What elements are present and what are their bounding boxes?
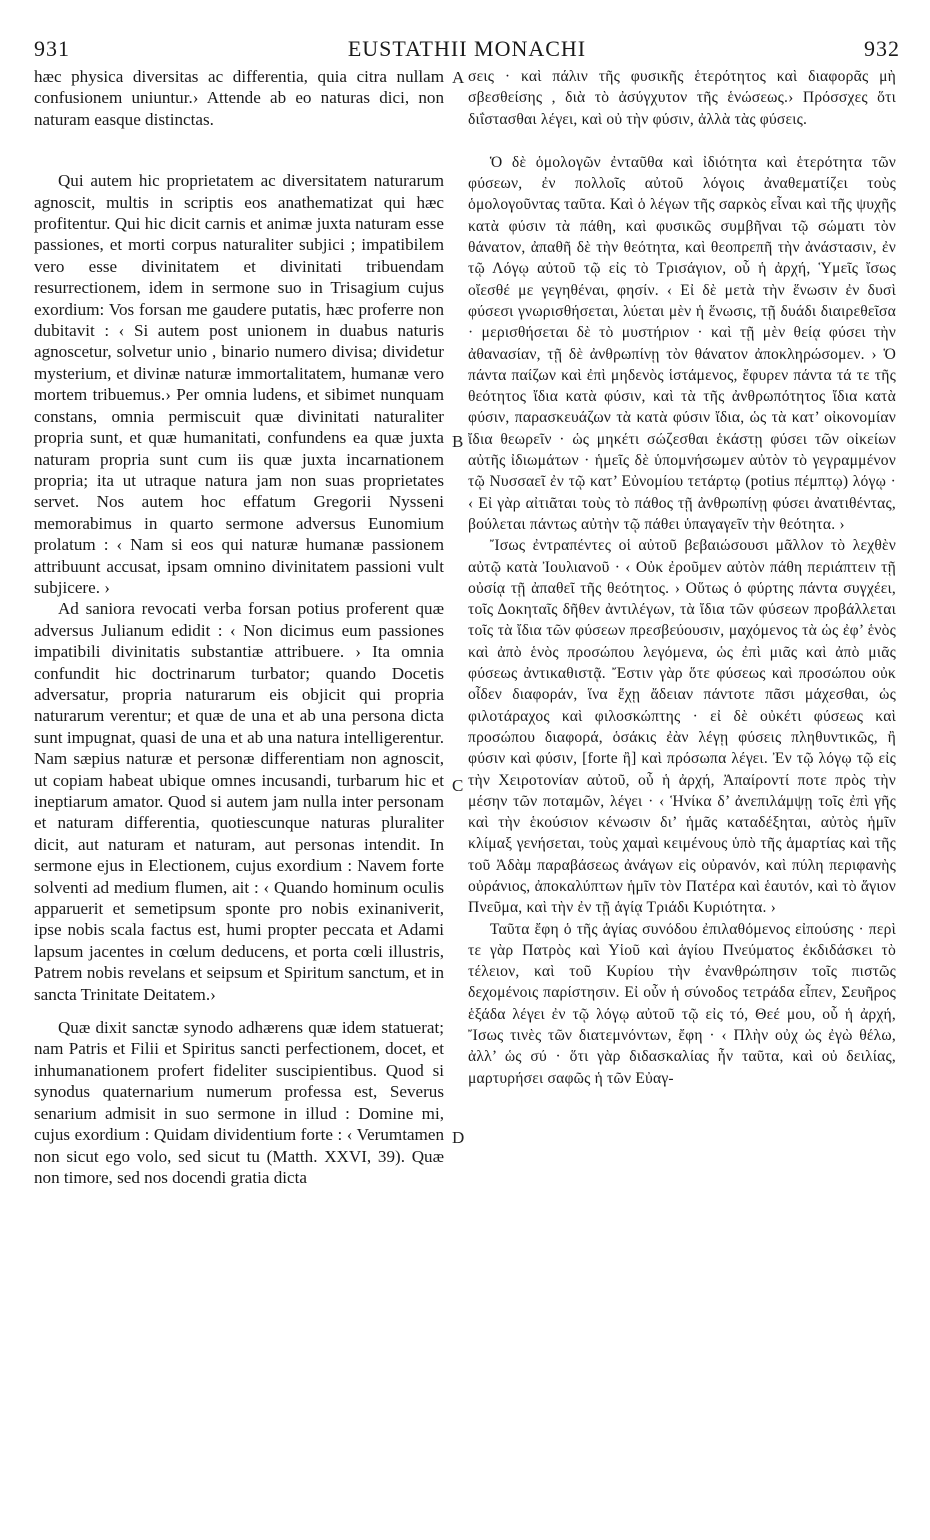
margin-marker-a: A	[452, 68, 465, 87]
section-break	[34, 1005, 444, 1017]
greek-paragraph: Ὁ δὲ ὁμολογῶν ἐνταῦθα καὶ ἰδιότητα καὶ ἑτερότητα τῶν φύσεων, ἐν πολλοῖς αὐτοῦ λόγοις ἀναθεματίζει τοὺς ὁμολογοῦντας ταῦτα. Καὶ ὁ λέγων τῆς σαρκὸς εἶναι καὶ τῆς ψυχῆς κατὰ φύσιν τὰ πάθη, καὶ φυσικῶς συμβῆναι τῷ σώματι τὸν θάνατον, ἀπαθῆ δὲ τὴν θεότητα, καὶ θεοπρεπῆ τὴν ἀνάστασιν, ἐν τῷ Λόγῳ αὐτοῦ τῷ εἰς τὸ Τρισάγιον, οὗ ἡ ἀρχή, Ὑμεῖς ἴσως οἴεσθέ με γεγηθέναι, φησίν. ‹ Εἰ δὲ μετὰ τὴν ἕνωσιν ἐν δυσὶ φύσεσι γνωρισθήσεται, λύεται μὲν ἡ ἕνωσις, τῇ δυάδι διαιρεθεῖσα · μερισθήσεται δὲ τὸ μυστήριον · καὶ τῇ μὲν θείᾳ φύσει τὴν ἀθανασίαν, τῇ δὲ ἀνθρωπίνῃ τὸν θάνατον ἀποκληρώσομεν. › Ὁ πάντα παίζων καὶ ἐπὶ μηδενὸς ἱστάμενος, ἔφυρεν πάντα τά τε τῆς θεότητος ἴδια κατὰ φύσιν, καὶ τὰ τῆς ἀνθρωπότητος ἴδια κατὰ φύσιν, παρασκευάζων τὰ κατὰ φύσιν ἴδια, ὡς τὰ κατ’ οἰκονομίαν ἴδια θεωρεῖν · ὡς μηκέτι σώζεσθαι ἑκάστῃ φύσει τῶν οἰκείων αὐτῆς ἰδιωμάτων · ἡμεῖς δὲ ὑπομνήσωμεν αὐτὸν τὸ γεγραμμένον τῷ Νυσσαεῖ ἐν τῷ κατ’ Εὐνομίου τετάρτῳ (potius πέμπτῳ) λόγῳ · ‹ Εἰ γὰρ αἰτιᾶται τοὺς τὸ πάθος τῇ ἀνθρωπίνῃ φύσει ἀνατιθέντας, βούλεται πάντως αὐτὴν τῷ πάθει ὑπαγαγεῖν τὴν θεότητα. ›	[468, 153, 896, 533]
greek-column	[468, 66, 896, 1089]
margin-marker-c: C	[452, 776, 464, 795]
section-break	[34, 130, 444, 170]
running-title: EUSTATHII MONACHI	[347, 36, 587, 61]
latin-column	[34, 66, 444, 1188]
greek-paragraph: σεις · καὶ πάλιν τῆς φυσικῆς ἑτερότητος καὶ διαφορᾶς μὴ σβεσθείσης , διὰ τὸ ἀσύγχυτον τῆς ἑνώσεως.› Πρόσσχες ὅτι διΐστασθαι λέγει, καὶ οὐ τὴν φύσιν, ἀλλὰ τὰς φύσεις.	[468, 68, 896, 128]
margin-marker-d: D	[452, 1128, 465, 1147]
latin-paragraph: Quæ dixit sanctæ synodo adhærens quæ idem statuerat; nam Patris et Filii et Spiritus sancti perfectionem, docet, et inhumanationem profert fideliter suscipientibus. Quod si synodus quaternarium numerum professa est, Severus senarium admisit in suo sermone in illud : Domine mi, cujus exordium : Quidam dividentium forte : ‹ Verumtamen non sicut ego volo, sed sicut tu (Matth. XXVI, 39). Quæ non timore, sed nos docendi gratia dicta	[34, 1018, 444, 1187]
section-break	[468, 130, 896, 152]
latin-paragraph: Qui autem hic proprietatem ac diversitatem naturarum agnoscit, multis in scriptis eos anathematizat qui hæc profitentur. Qui hic dicit carnis et animæ juxta naturam esse passiones, et morti corpus naturaliter subjici ; impatibilem vero esse divinitatem et divinitati tribuendam resurrectionem, idem in sermone suo in Trisagium cujus exordium: Vos forsan me gaudere putatis, hæc proferre non dubitavit : ‹ Si autem post unionem in duabus naturis agnoscetur, solvetur unio , binario numero divisa; dividetur mysterium, et divinæ naturæ immortalitatem, humanæ vero mortem tribuemus.› Per omnia ludens, et sibimet nunquam constans, omnia permiscuit quæ divinitati naturaliter propria sunt, et quæ humanitati, confundens ea quæ juxta naturam propria sunt cum iis quæ juxta incarnationem propria; ita ut utraque natura jam non suas proprietates servet. Nos autem hoc effatum Gregorii Nysseni memorabimus in quarto sermone adversus Eunomium prolatum : ‹ Nam si eos qui naturæ humanæ passionem attribuunt accusat, ipsam omnino divinitatem passioni vult subjicere. ›	[34, 171, 444, 597]
running-header	[34, 36, 900, 68]
latin-paragraph: Ad saniora revocati verba forsan potius proferent quæ adversus Julianum edidit : ‹ Non dicimus eum passiones impatibili divinitatis substantiæ attribuere. › Ita omnia confundit hic doctrinarum turbator; quando Docetis adversatur, propria naturarum eis objicit qui propria naturarum verentur; et quæ de una et ab una persona dicta sunt impugnat, quasi de una et ab una natura intelligerentur. Nam sæpius naturæ et personæ differentiam non agnoscit, ut copiam habeat ubique omnes incusandi, turbarum hic et ineptiarum amator. Quod si autem jam nulla inter personam et naturam differentia, quotiescunque naturas pluraliter dicit, aut naturam et naturam, aut personas intendit. In sermone ejus in Electionem, cujus exordium : Navem forte solventi ad medium flumen, ait : ‹ Quando hominum oculis apparuerit et semetipsum sponte pro nobis exinaniverit, ipse nobis scala factus est, humi propter peccata et Adami lapsum jacentes in cœlum deducens, et porta cœli illustris, Patrem nobis revelans et seipsum et Spiritum sanctum, et in sancta Trinitate Deitatem.›	[34, 599, 444, 1004]
right-page-number: 932	[864, 36, 900, 61]
margin-marker-b: B	[452, 432, 464, 451]
latin-paragraph: hæc physica diversitas ac differentia, quia citra nullam confusionem uniuntur.› Attende ab eo naturas dici, non naturam easque distinctas.	[34, 67, 444, 129]
greek-paragraph: Ἴσως ἐντραπέντες οἱ αὐτοῦ βεβαιώσουσι μᾶλλον τὸ λεχθὲν αὐτῷ κατὰ Ἰουλιανοῦ · ‹ Οὐκ ἐροῦμεν αὐτὸν πάθη περιάπτειν τῇ οὐσίᾳ τῇ ἀπαθεῖ τῆς θεότητος. › Οὕτως ὁ φύρτης πάντα συγχέει, τοῖς Δοκηταῖς δῆθεν ἀντιλέγων, τὰ ἴδια τῶν φύσεων προβάλλεται τοῖς τὰ ἴδια τῶν φύσεων πρεσβεύουσιν, μαχόμενος τὰ ὡς ἐφ’ ἑνὸς καὶ ἀπὸ ἑνὸς προσώπου λεγόμενα, ὡς ἐπὶ μιᾶς καὶ ἀπὸ μιᾶς φύσεως ἀντικαθιστᾷ. Ἔστιν γὰρ ὅτε φύσεως καὶ προσώπου οὐκ οἶδεν διαφοράν, ἵνα ἔχῃ ἄδειαν πάντοτε πᾶσι μάχεσθαι, ὡς φιλοτάραχος καὶ φιλοσκώπτης · εἰ δὲ οὐκέτι φύσεως καὶ προσώπου διαφορά, ὁσάκις ἐὰν λέγῃ φύσεις πληθυντικῶς, ἢ φύσιν καὶ φύσιν, [forte ἢ] καὶ πρόσωπα λέγει. Ἐν τῷ λόγῳ τῷ εἰς τὴν Χειροτονίαν αὐτοῦ, οὗ ἡ ἀρχή, Ἀπαίροντί ποτε πρὸς τὴν μέσην τῶν ποταμῶν, λέγει · ‹ Ἡνίκα δ’ ἀνεπιλάμψῃ τοῖς ἐπὶ γῆς καὶ τὴν ἑκούσιον κένωσιν δι’ ἡμᾶς καταδέξηται, αὐτὸς ἡμῖν κλίμαξ γενήσεται, τοὺς χαμαὶ κειμένους ὑπὸ τῆς ἁμαρτίας καὶ τῆς τοῦ Ἀδὰμ παραβάσεως ἀνάγων εἰς οὐρανόν, καὶ πύλη περιφανὴς οὐράνιος, ἀποκαλύπτων ἡμῖν τὸν Πατέρα καὶ ἑαυτόν, καὶ τὸ ἅγιον Πνεῦμα, καὶ τὴν ἐν τῇ ἁγίᾳ Τριάδι Κυριότητα. ›	[468, 537, 896, 917]
left-page-number: 931	[34, 36, 70, 61]
greek-paragraph: Ταῦτα ἔφη ὁ τῆς ἁγίας συνόδου ἐπιλαθόμενος εἰπούσης · περὶ τε γὰρ Πατρὸς καὶ Υἱοῦ καὶ ἁγίου Πνεύματος ἐκδιδάσκει τὸ τέλειον, καὶ τοῦ Κυρίου τὴν ἐνανθρώπησιν τοῖς πιστῶς δεχομένοις παρίστησιν. Εἰ οὖν ἡ σύνοδος τετράδα εἶπεν, Σευῆρος ἑξάδα λέγει ἐν τῷ λόγῳ αὐτοῦ τῷ εἰς τό, Θεέ μου, οὗ ἡ ἀρχή, Ἴσως τινὲς τῶν διατεμνόντων, ἔφη · ‹ Πλὴν οὐχ ὡς ἐγὼ θέλω, ἀλλ’ ὡς σύ · ὅτι γὰρ διδασκαλίας ἦν ταῦτα, καὶ οὐ δειλίας, μαρτυρήσει σαφῶς ἡ τῶν Εὐαγ-	[468, 920, 896, 1087]
